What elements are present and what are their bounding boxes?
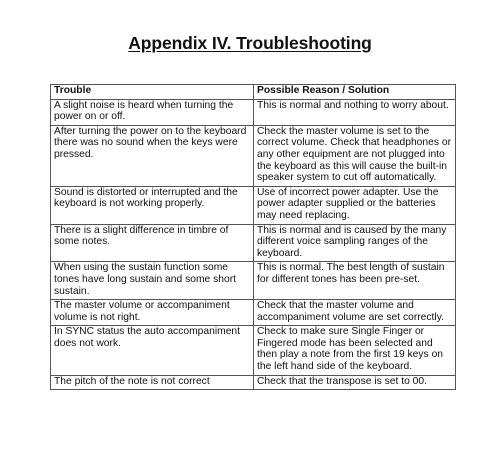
trouble-cell: The pitch of the note is not correct [51, 375, 254, 390]
solution-cell: This is normal and is caused by the many different voice sampling ranges of the keyboard. [254, 224, 456, 262]
column-header-trouble: Trouble [51, 85, 254, 100]
solution-cell: Use of incorrect power adapter. Use the power adapter supplied or the batteries may need replacing. [254, 186, 456, 224]
table-row [51, 224, 456, 262]
column-header-solution: Possible Reason / Solution [254, 85, 456, 100]
table-row [51, 326, 456, 375]
trouble-cell: In SYNC status the auto accompaniment does not work. [51, 326, 254, 375]
table-row [51, 375, 456, 390]
table-row [51, 262, 456, 300]
solution-cell: Check that the master volume and accompaniment volume are set correctly. [254, 300, 456, 326]
table-row [51, 125, 456, 186]
trouble-cell: When using the sustain function some tones have long sustain and some short sustain. [51, 262, 254, 300]
table-header-row [51, 85, 456, 100]
trouble-cell: Sound is distorted or interrupted and the keyboard is not working properly. [51, 186, 254, 224]
solution-cell: This is normal and nothing to worry about. [254, 99, 456, 125]
trouble-cell: The master volume or accompaniment volume is not right. [51, 300, 254, 326]
table-row [51, 300, 456, 326]
trouble-cell: After turning the power on to the keyboard there was no sound when the keys were pressed. [51, 125, 254, 186]
solution-cell: This is normal. The best length of sustain for different tones has been pre-set. [254, 262, 456, 300]
table-row [51, 186, 456, 224]
trouble-cell: There is a slight difference in timbre of some notes. [51, 224, 254, 262]
solution-cell: Check to make sure Single Finger or Fingered mode has been selected and then play a note from the first 19 keys on the left hand side of the keyboard. [254, 326, 456, 375]
page-title: Appendix IV. Troubleshooting [128, 33, 372, 53]
solution-cell: Check that the transpose is set to 00. [254, 375, 456, 390]
table-row [51, 99, 456, 125]
trouble-cell: A slight noise is heard when turning the power on or off. [51, 99, 254, 125]
troubleshooting-table [50, 84, 456, 390]
solution-cell: Check the master volume is set to the correct volume. Check that headphones or any other equipment are not plugged into the keyboard as this will cause the built-in speaker system to cut off automatically. [254, 125, 456, 186]
